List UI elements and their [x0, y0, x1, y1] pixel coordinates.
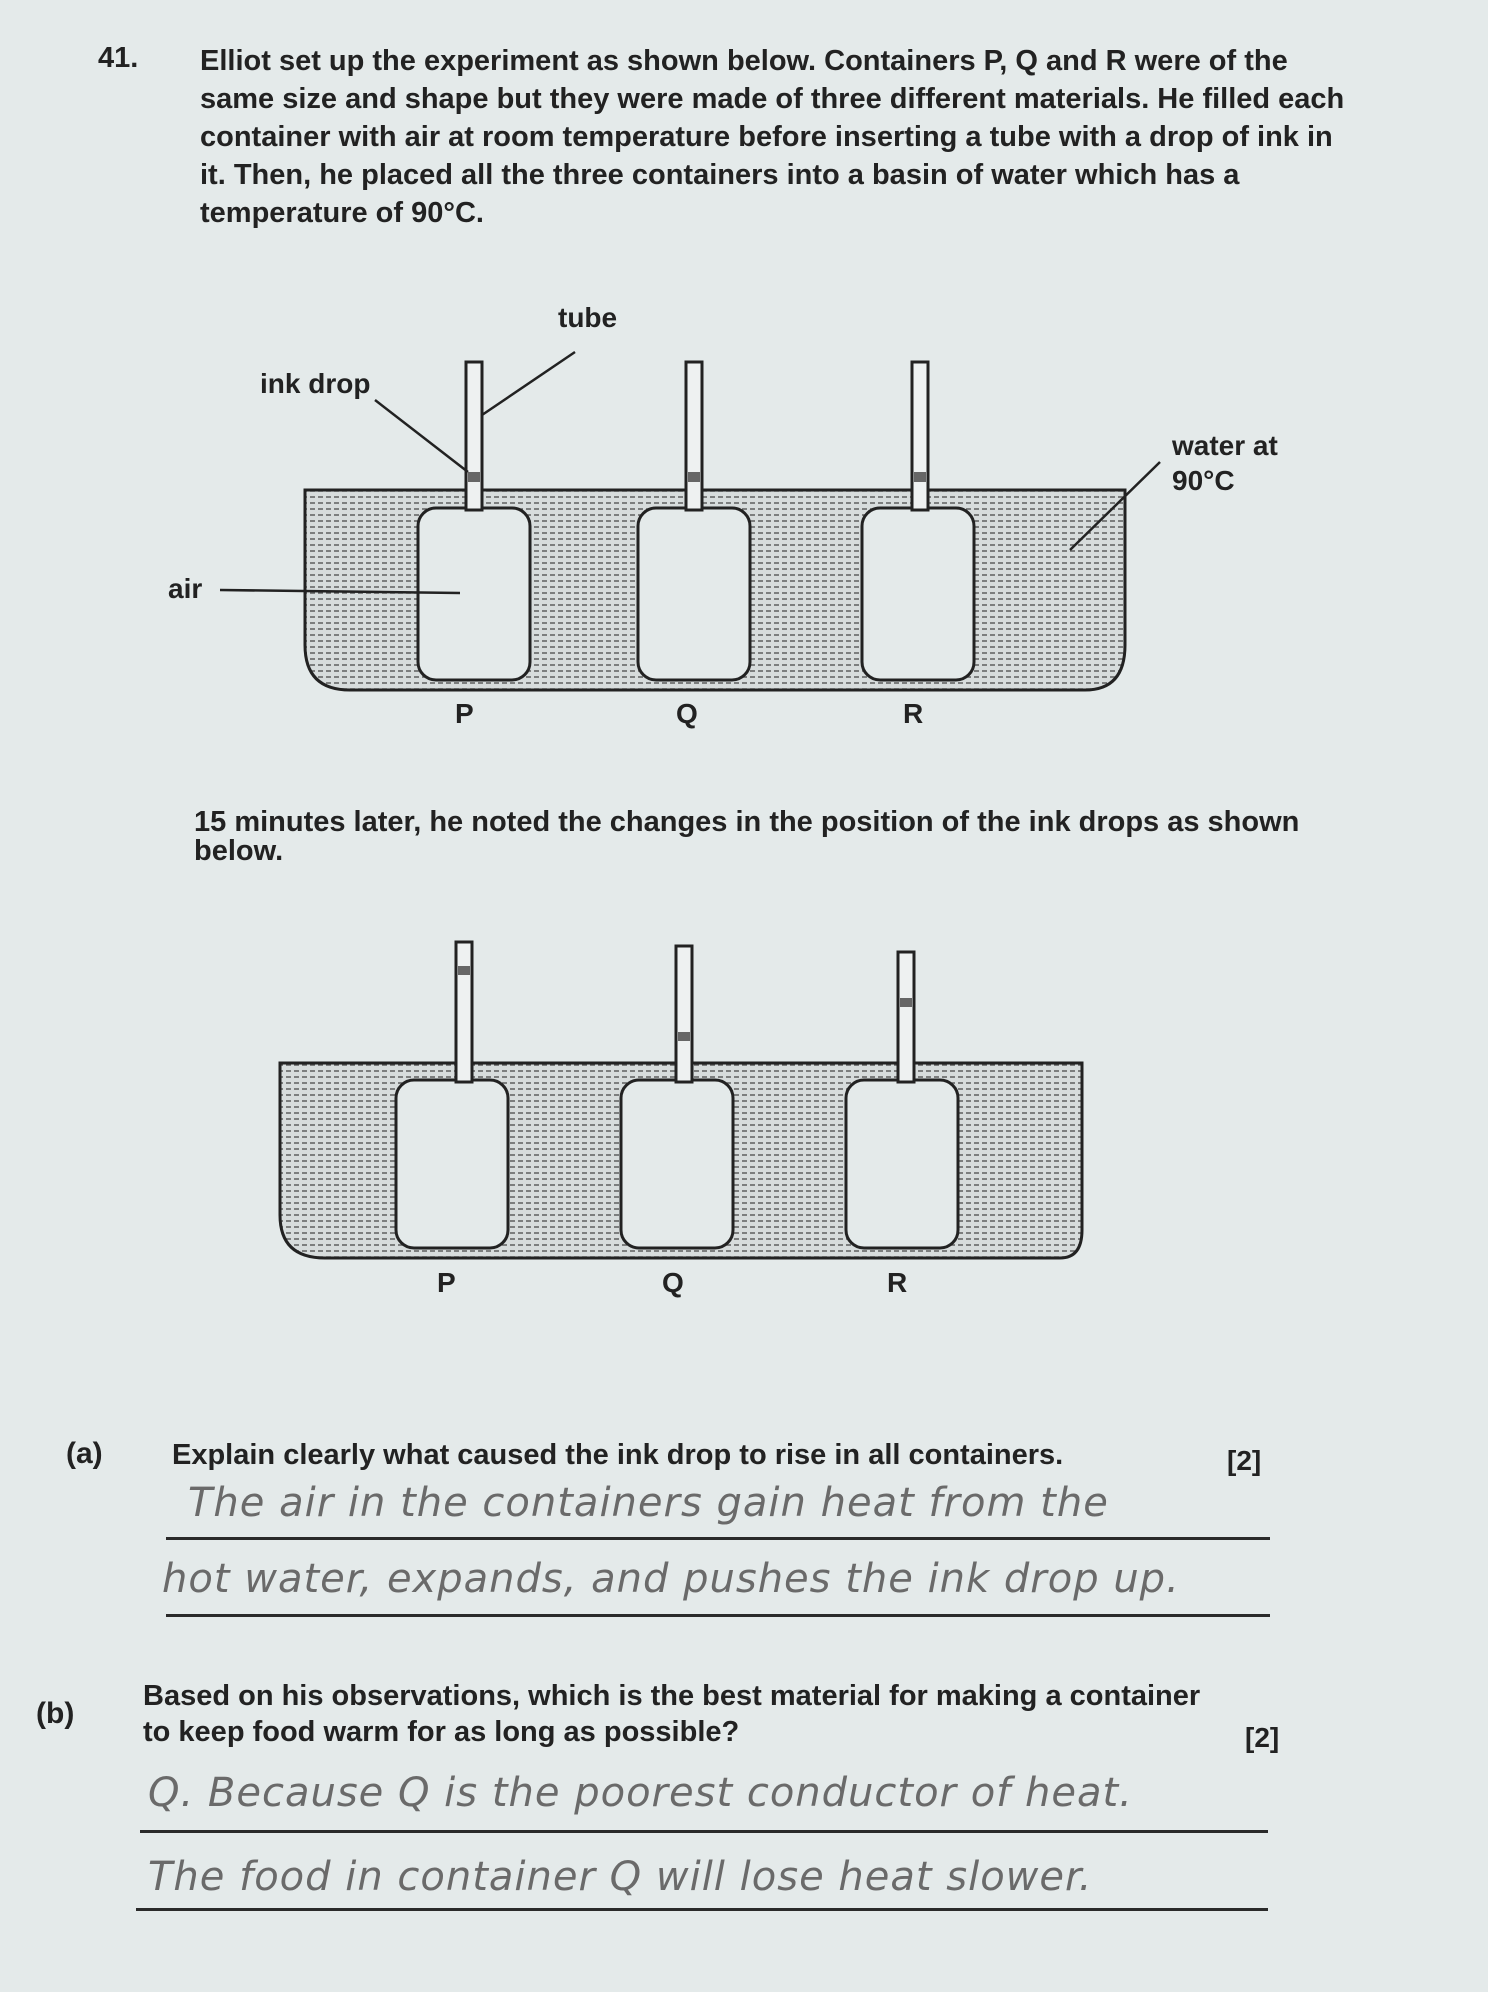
- part-b-label: (b): [36, 1697, 75, 1730]
- label-water-temp: 90°C: [1172, 465, 1235, 496]
- part-a-answer-line1: The air in the containers gain heat from the: [188, 1480, 1109, 1526]
- part-b-answer-rule2: [136, 1908, 1268, 1911]
- part-a-answer-rule2: [166, 1614, 1270, 1617]
- tube-p-2: [456, 942, 472, 1082]
- part-b-question-line1: Based on his observations, which is the best material for making a container: [143, 1680, 1201, 1712]
- container-q: [638, 508, 750, 680]
- diagram-setup: [150, 290, 1350, 740]
- diagram-result-svg: [150, 930, 1350, 1310]
- diagram-caption: 15 minutes later, he noted the changes in the position of the ink drops as shown below.: [194, 806, 1300, 867]
- container-q-2: [621, 1080, 733, 1248]
- container-r: [862, 508, 974, 680]
- container-p: [418, 508, 530, 680]
- part-b-answer-line1: Q. Because Q is the poorest conductor of heat.: [148, 1770, 1133, 1816]
- tube-p: [466, 362, 482, 510]
- tube-r: [912, 362, 928, 510]
- label-q: Q: [676, 698, 698, 729]
- diagram-result: [150, 930, 1350, 1310]
- label-r-2: R: [887, 1267, 908, 1298]
- part-a-marks: [2]: [1227, 1445, 1262, 1476]
- ink-drop-p: [468, 472, 480, 482]
- container-p-2: [396, 1080, 508, 1248]
- ink-drop-leader: [375, 400, 468, 472]
- ink-drop-r: [914, 472, 926, 482]
- label-p: P: [455, 698, 474, 729]
- part-b-answer-rule1: [140, 1830, 1268, 1833]
- label-air: air: [168, 573, 203, 604]
- part-b-question-line2: to keep food warm for as long as possible?: [143, 1716, 740, 1748]
- part-a-answer-rule1: [166, 1537, 1270, 1540]
- tube-q-2: [676, 946, 692, 1082]
- label-q-2: Q: [662, 1267, 684, 1298]
- label-r: R: [903, 698, 924, 729]
- ink-drop-q-2: [678, 1032, 690, 1041]
- tube-leader: [482, 352, 575, 415]
- tube-q: [686, 362, 702, 510]
- ink-drop-r-2: [900, 998, 912, 1007]
- part-a-question: Explain clearly what caused the ink drop to rise in all containers.: [172, 1439, 1064, 1471]
- label-water: water at: [1172, 430, 1278, 461]
- ink-drop-p-2: [458, 966, 470, 975]
- label-ink-drop: ink drop: [260, 368, 371, 399]
- container-r-2: [846, 1080, 958, 1248]
- part-b-marks: [2]: [1245, 1722, 1280, 1753]
- label-tube: tube: [558, 302, 618, 333]
- part-b-answer-line2: The food in container Q will lose heat slower.: [148, 1854, 1093, 1900]
- part-a-label: (a): [66, 1437, 103, 1470]
- diagram-setup-svg: [150, 290, 1350, 740]
- question-number: 41.: [98, 42, 139, 74]
- part-a-answer-line2: hot water, expands, and pushes the ink drop up.: [162, 1556, 1180, 1602]
- question-intro: Elliot set up the experiment as shown below. Containers P, Q and R were of the same size and shape but they were made of three different materials. He filled each container with air at room temperature before inserting a tube with a drop of ink in it. Then, he placed all the three containers into a basin of water which has a temperature of 90°C.: [200, 45, 1345, 229]
- label-p-2: P: [437, 1267, 456, 1298]
- tube-r-2: [898, 952, 914, 1082]
- ink-drop-q: [688, 472, 700, 482]
